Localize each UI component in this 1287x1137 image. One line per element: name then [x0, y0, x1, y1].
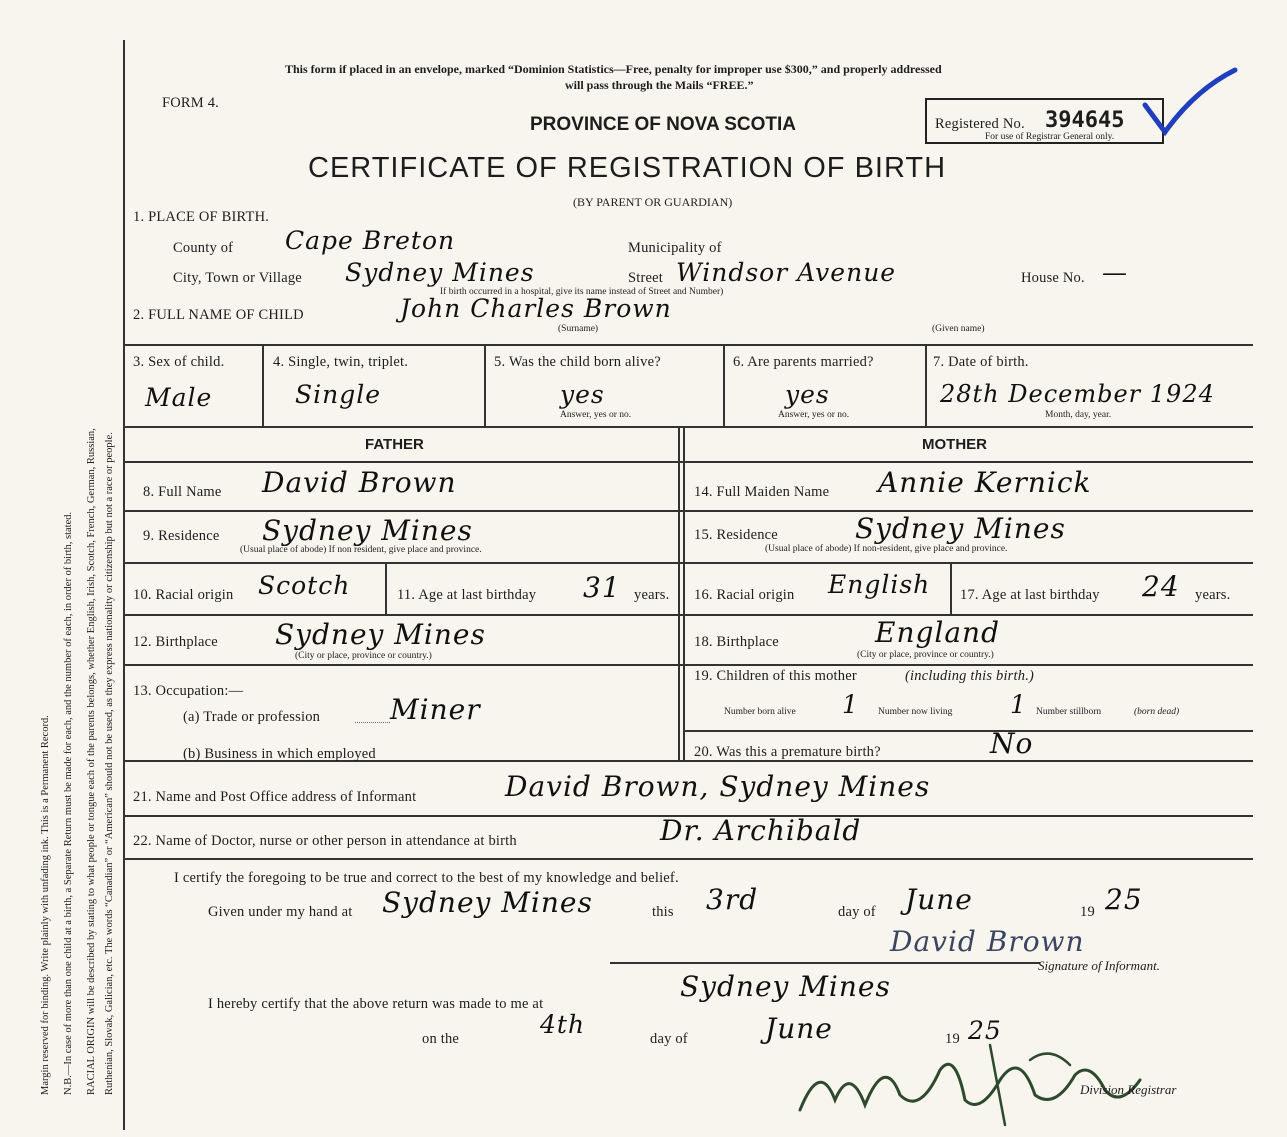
father-trade-leader	[355, 722, 390, 723]
city-label: City, Town or Village	[173, 270, 302, 286]
mother-age-divider	[950, 562, 952, 614]
informant-signature-line	[610, 962, 1040, 964]
child-name-value: John Charles Brown	[400, 294, 672, 323]
parents-row2-border	[123, 562, 1253, 564]
sex-label: 3. Sex of child.	[133, 354, 225, 370]
stillborn-label: Number stillborn	[1036, 707, 1102, 717]
father-residence-label: 9. Residence	[143, 528, 220, 544]
registrar-statement: I hereby certify that the above return was made to me at	[208, 996, 544, 1012]
father-birthplace-value: Sydney Mines	[275, 618, 486, 651]
registered-label: Registered No.	[935, 116, 1025, 132]
county-label: County of	[173, 240, 234, 256]
father-age-value: 31	[583, 571, 621, 604]
mother-birthplace-value: England	[875, 616, 1001, 649]
registrar-month-value: June	[765, 1012, 833, 1045]
mailing-notice-line-1: This form if placed in an envelope, marked “Dominion Statistics—Free, penalty for improper use $300,” and properly addressed	[285, 62, 942, 76]
mother-age-unit: years.	[1195, 587, 1231, 603]
premature-value: No	[990, 727, 1034, 760]
mother-residence-label: 15. Residence	[694, 527, 778, 543]
mailing-notice-line-2: will pass through the Mails “FREE.”	[565, 78, 754, 92]
father-heading: FATHER	[365, 436, 424, 453]
margin-binding-note: Margin reserved for binding. Write plainly with unfading ink. This is a Permanent Record.	[40, 715, 51, 1095]
born-alive-value: yes	[560, 380, 605, 409]
born-alive-count-label: Number born alive	[724, 707, 796, 717]
day-of-label: day of	[838, 904, 876, 920]
father-residence-note: (Usual place of abode) If non resident, give place and province.	[240, 545, 482, 555]
registered-value: 394645	[1045, 108, 1125, 133]
given-under-hand-label: Given under my hand at	[208, 904, 353, 920]
registered-number-box	[925, 98, 1164, 144]
father-race-label: 10. Racial origin	[133, 587, 234, 603]
check-mark-icon	[1140, 60, 1240, 140]
parents-married-label: 6. Are parents married?	[733, 354, 874, 370]
certify-statement: I certify the foregoing to be true and correct to the best of my knowledge and belief.	[174, 870, 679, 886]
registrar-signature-label: Division Registrar	[1080, 1082, 1177, 1097]
born-alive-label: 5. Was the child born alive?	[494, 354, 661, 370]
on-the-label: on the	[422, 1031, 460, 1047]
mother-age-value: 24	[1142, 570, 1180, 603]
father-residence-value: Sydney Mines	[262, 514, 473, 547]
father-age-label: 11. Age at last birthday	[397, 587, 537, 603]
mother-name-value: Annie Kernick	[878, 466, 1092, 499]
row3-divider-2	[484, 344, 486, 426]
city-value: Sydney Mines	[345, 258, 535, 287]
father-trade-value: Miner	[390, 693, 481, 726]
born-alive-count-value: 1	[842, 690, 859, 719]
father-occupation-label: 13. Occupation:—	[133, 683, 244, 699]
parents-header-border	[123, 461, 1253, 463]
mother-premature-border	[683, 730, 1253, 732]
parents-divider-left	[678, 428, 680, 760]
registrar-place-value: Sydney Mines	[680, 970, 891, 1003]
mother-heading: MOTHER	[922, 436, 987, 453]
parents-divider-right	[683, 428, 685, 760]
informant-signature-label: Signature of Informant.	[1038, 958, 1160, 973]
row3-top-border	[123, 344, 1253, 346]
this-day-value: 3rd	[706, 883, 759, 916]
margin-racial-origin-note-1: RACIAL ORIGIN will be described by stating to what people or tongue each of the parents belongs, whether English, Irish, Scotch, French, German, Russian,	[86, 428, 97, 1095]
registrar-day-of-label: day of	[650, 1031, 688, 1047]
parents-married-value: yes	[785, 380, 830, 409]
county-value: Cape Breton	[285, 226, 456, 255]
parents-married-note: Answer, yes or no.	[778, 410, 850, 420]
mother-residence-value: Sydney Mines	[855, 512, 1066, 545]
year-prefix: 19	[1080, 904, 1095, 920]
now-living-label: Number now living	[878, 707, 953, 717]
mother-birthplace-label: 18. Birthplace	[694, 634, 779, 650]
registrar-day-value: 4th	[540, 1010, 586, 1039]
doctor-value: Dr. Archibald	[660, 814, 862, 847]
now-living-value: 1	[1010, 690, 1027, 719]
stillborn-note: (born dead)	[1134, 707, 1180, 717]
father-age-unit: years.	[634, 587, 670, 603]
born-alive-note: Answer, yes or no.	[560, 410, 632, 420]
mother-children-label: 19. Children of this mother	[694, 668, 857, 684]
date-of-birth-value: 28th December 1924	[940, 380, 1215, 408]
doctor-border	[123, 858, 1253, 860]
margin-multiple-birth-note: N.B.—In case of more than one child at a birth, a Separate Return must be made for each, and the number of each, in order of birth, stated.	[63, 511, 74, 1095]
mother-birthplace-note: (City or place, province or country.)	[857, 650, 994, 660]
mother-age-label: 17. Age at last birthday	[960, 587, 1100, 603]
informant-value: David Brown, Sydney Mines	[505, 770, 931, 803]
street-value: Windsor Avenue	[676, 258, 897, 287]
registrar-note: For use of Registrar General only.	[985, 132, 1115, 142]
father-birthplace-label: 12. Birthplace	[133, 634, 218, 650]
given-place-value: Sydney Mines	[382, 886, 593, 919]
single-twin-label: 4. Single, twin, triplet.	[273, 354, 409, 370]
parents-row1-border	[123, 510, 1253, 512]
parents-row4-border	[123, 664, 1253, 666]
certificate-title: CERTIFICATE OF REGISTRATION OF BIRTH	[308, 152, 947, 184]
father-name-value: David Brown	[262, 466, 457, 499]
this-label: this	[652, 904, 674, 920]
informant-label: 21. Name and Post Office address of Informant	[133, 789, 417, 805]
row3-bottom-border	[123, 426, 1253, 428]
mother-children-note: (including this birth.)	[905, 668, 1035, 684]
child-name-label: 2. FULL NAME OF CHILD	[133, 307, 304, 323]
single-twin-value: Single	[295, 380, 382, 409]
doctor-label: 22. Name of Doctor, nurse or other person in attendance at birth	[133, 833, 517, 849]
sex-value: Male	[145, 383, 213, 412]
surname-note: (Surname)	[558, 324, 599, 334]
form-number: FORM 4.	[162, 95, 219, 111]
street-label: Street	[628, 270, 664, 286]
frame-left-border	[123, 40, 125, 1130]
father-name-label: 8. Full Name	[143, 484, 222, 500]
father-age-divider	[385, 562, 387, 614]
premature-label: 20. Was this a premature birth?	[694, 744, 881, 760]
month-value: June	[905, 883, 973, 916]
mother-race-value: English	[828, 570, 931, 599]
year-value: 25	[1105, 883, 1143, 916]
registrar-year-value: 25	[968, 1016, 1002, 1045]
mother-race-label: 16. Racial origin	[694, 587, 795, 603]
row3-divider-4	[925, 344, 927, 426]
place-of-birth-label: 1. PLACE OF BIRTH.	[133, 209, 270, 225]
given-name-note: (Given name)	[932, 324, 985, 334]
date-of-birth-label: 7. Date of birth.	[933, 354, 1029, 370]
mother-name-label: 14. Full Maiden Name	[694, 484, 830, 500]
house-number-value: —	[1102, 258, 1128, 287]
municipality-label: Municipality of	[628, 240, 722, 256]
registrar-year-prefix: 19	[945, 1031, 960, 1047]
certificate-subtitle: (BY PARENT OR GUARDIAN)	[573, 195, 733, 209]
parents-row3-border	[123, 614, 1253, 616]
informant-signature: David Brown	[890, 925, 1085, 958]
father-trade-label: (a) Trade or profession	[183, 709, 321, 725]
father-birthplace-note: (City or place, province or country.)	[295, 651, 432, 661]
mother-residence-note: (Usual place of abode) If non-resident, give place and province.	[765, 544, 1008, 554]
date-of-birth-note: Month, day, year.	[1045, 410, 1112, 420]
margin-racial-origin-note-2: Ruthenian, Slovak, Galician, etc. The words “Canadian” or “American” should not be used, as they express nationality or citizenship but not a race or people.	[104, 432, 115, 1095]
father-race-value: Scotch	[258, 571, 351, 600]
father-business-label: (b) Business in which employed	[183, 746, 376, 762]
province-heading: PROVINCE OF NOVA SCOTIA	[530, 114, 797, 135]
hospital-note: If birth occurred in a hospital, give its name instead of Street and Number)	[440, 287, 724, 297]
row3-divider-3	[723, 344, 725, 426]
house-number-label: House No.	[1021, 270, 1085, 286]
row3-divider-1	[262, 344, 264, 426]
